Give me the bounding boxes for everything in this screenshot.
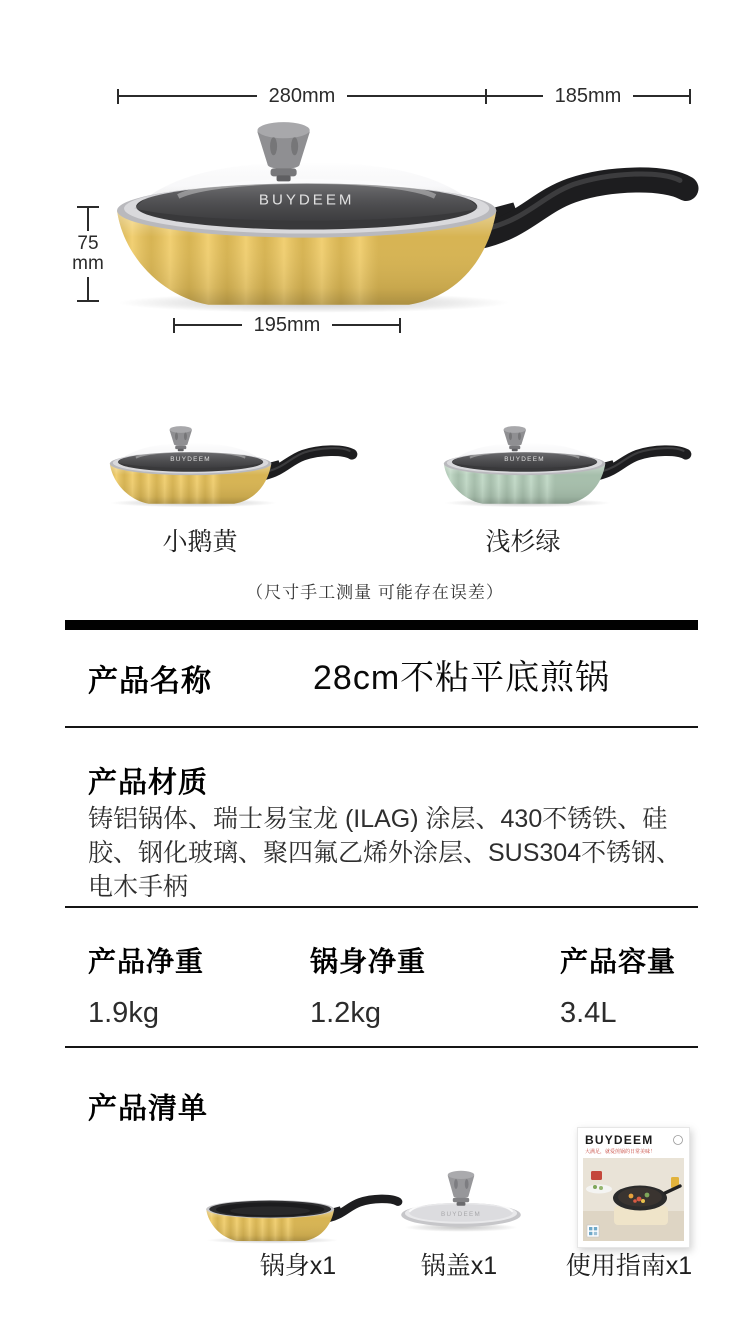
spec-capacity <box>560 940 676 1030</box>
height-unit: mm <box>72 253 104 274</box>
material-label: 产品材质 <box>88 767 209 799</box>
spec-value: 1.9kg <box>88 997 159 1029</box>
dim-tick <box>399 318 401 333</box>
dim-tick <box>77 300 99 302</box>
spec-body-weight <box>310 940 426 1030</box>
height-value: 75 <box>77 233 99 254</box>
height-dimension-line <box>74 206 102 302</box>
dim-line <box>347 95 485 97</box>
main-pan-image <box>108 118 700 314</box>
base-width-dimension: 195mm <box>253 313 321 336</box>
section-divider-thick <box>65 620 698 630</box>
booklet-tagline-text: 大满足，就爱煎锅的日常美味！ <box>585 1149 656 1155</box>
dim-line <box>633 95 689 97</box>
dim-tick <box>689 89 691 104</box>
top-dimension-line <box>117 84 691 107</box>
section-divider <box>65 726 698 728</box>
product-name-label: 产品名称 <box>88 665 212 698</box>
booklet-brand-text: BUYDEEM <box>585 1133 654 1147</box>
list-item-lid-image <box>398 1150 524 1235</box>
handle-length-dimension: 185mm <box>554 84 622 107</box>
dim-line <box>87 277 89 300</box>
product-name-value: 28cm不粘平底煎锅 <box>313 659 611 697</box>
list-item-label-pan: 锅身x1 <box>259 1252 337 1280</box>
list-item-label-lid: 锅盖x1 <box>420 1252 498 1280</box>
list-item-label-guide: 使用指南x1 <box>565 1252 693 1280</box>
bottom-dimension-line <box>173 313 401 336</box>
spec-value: 3.4L <box>560 997 617 1029</box>
dim-line <box>87 208 89 231</box>
list-item-guide-image <box>577 1127 690 1248</box>
section-divider <box>65 906 698 908</box>
spec-value: 1.2kg <box>310 997 381 1029</box>
list-item-pan-image <box>203 1178 403 1244</box>
spec-label: 锅身净重 <box>310 946 427 977</box>
dim-line <box>175 324 242 326</box>
dim-line <box>119 95 257 97</box>
dim-line <box>487 95 543 97</box>
variant-label-yellow: 小鹅黄 <box>162 528 238 556</box>
pan-width-dimension: 280mm <box>268 84 336 107</box>
pan-height-dimension <box>72 231 104 277</box>
material-value: 铸铝锅体、瑞士易宝龙 (ILAG) 涂层、430不锈铁、硅胶、钢化玻璃、聚四氟乙烯外涂层、SUS304不锈钢、电木手柄 <box>88 805 682 901</box>
variant-label-green: 浅杉绿 <box>485 528 561 556</box>
dim-line <box>332 324 399 326</box>
spec-label: 产品净重 <box>88 946 205 977</box>
section-divider <box>65 1046 698 1048</box>
variant-green-pan-image <box>440 424 692 508</box>
variant-yellow-pan-image <box>106 424 358 508</box>
booklet-cover-photo <box>583 1158 684 1241</box>
measurement-note: （尺寸手工测量 可能存在误差） <box>246 583 504 602</box>
spec-net-weight <box>88 940 204 1030</box>
spec-label: 产品容量 <box>560 946 677 977</box>
package-list-label: 产品清单 <box>88 1093 209 1125</box>
